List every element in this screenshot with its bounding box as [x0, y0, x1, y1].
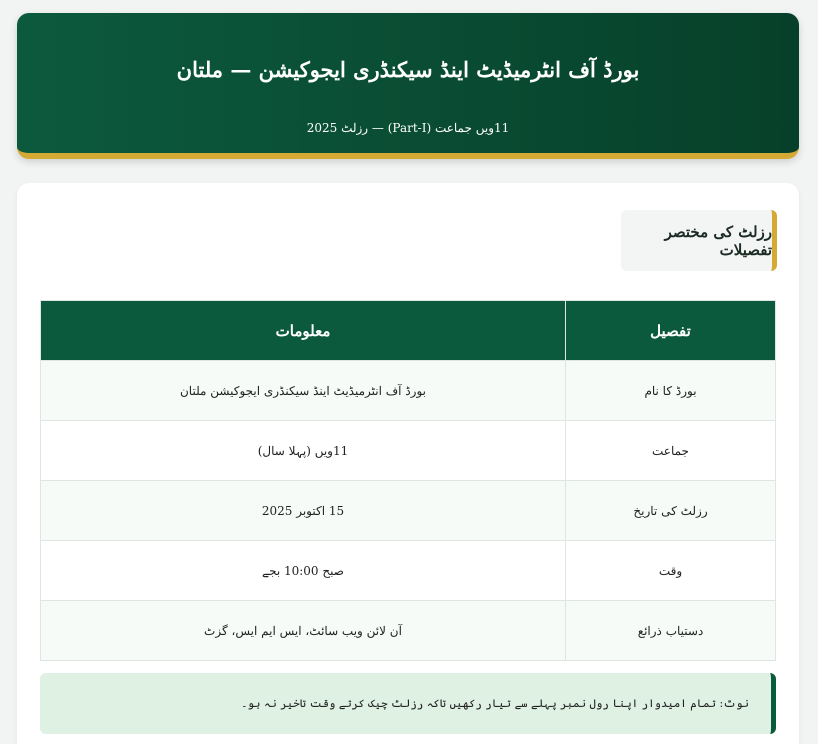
table-row — [41, 541, 776, 601]
row-value: صبح 10:00 بجے — [41, 541, 566, 601]
table-row — [41, 421, 776, 481]
table-row — [41, 481, 776, 541]
row-value: آن لائن ویب سائٹ، ایس ایم ایس، گزٹ — [41, 601, 566, 661]
row-value: 15 اکتوبر 2025 — [41, 481, 566, 541]
table-header-row — [41, 301, 776, 361]
row-label: دستیاب ذرائع — [566, 601, 776, 661]
details-table — [40, 300, 776, 661]
row-label: جماعت — [566, 421, 776, 481]
note-text: نوٹ: تمام امیدوار اپنا رول نمبر پہلے سے تیار رکھیں تاکہ رزلٹ چیک کرتے وقت تاخیر نہ ہو۔ — [241, 697, 749, 710]
page-subtitle: 11ویں جماعت (Part-I) — رزلٹ 2025 — [306, 121, 510, 135]
page-title: بورڈ آف انٹرمیڈیٹ اینڈ سیکنڈری ایجوکیشن — ملتان — [176, 57, 640, 82]
row-value: بورڈ آف انٹرمیڈیٹ اینڈ سیکنڈری ایجوکیشن ملتان — [41, 361, 566, 421]
column-header-detail: تفصیل — [566, 301, 776, 361]
row-label: وقت — [566, 541, 776, 601]
content-card — [17, 183, 799, 744]
table-row — [41, 361, 776, 421]
row-label: رزلٹ کی تاریخ — [566, 481, 776, 541]
note-box — [40, 673, 776, 734]
row-label: بورڈ کا نام — [566, 361, 776, 421]
page-header — [17, 13, 799, 159]
table-row — [41, 601, 776, 661]
section-title: رزلٹ کی مختصر تفصیلات — [621, 210, 777, 271]
row-value: 11ویں (پہلا سال) — [41, 421, 566, 481]
column-header-info: معلومات — [41, 301, 566, 361]
